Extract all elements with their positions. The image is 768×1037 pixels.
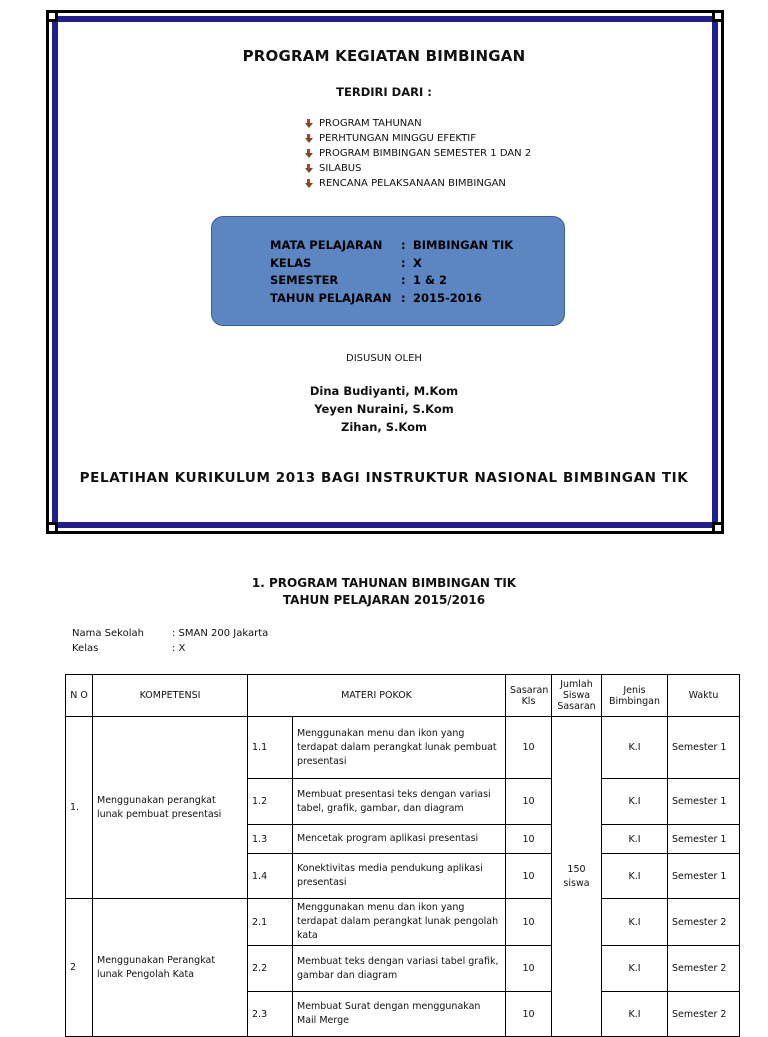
info-row-subject: MATA PELAJARAN : BIMBINGAN TIK	[270, 238, 514, 252]
header-kompetensi: KOMPETENSI	[93, 675, 248, 717]
contents-item: PERHTUNGAN MINGGU EFEKTIF	[305, 131, 531, 146]
frame-corner-top-right	[712, 10, 724, 22]
annual-program-table	[65, 674, 740, 1037]
cell-waktu: Semester 2	[668, 899, 740, 946]
cell-waktu: Semester 1	[668, 854, 740, 899]
cell-code: 1.2	[248, 779, 293, 825]
school-row: Nama Sekolah : SMAN 200 Jakarta	[72, 628, 269, 639]
cover-subtitle: TERDIRI DARI :	[336, 85, 432, 99]
header-waktu: Waktu	[668, 675, 740, 717]
section-title: 1. PROGRAM TAHUNAN BIMBINGAN TIK	[251, 576, 517, 590]
table-row	[66, 717, 740, 779]
cell-code: 1.3	[248, 825, 293, 854]
section-heading	[0, 575, 768, 609]
frame-corner-bottom-left	[46, 522, 58, 534]
cell-jenis: K.I	[602, 779, 668, 825]
cell-sasaran: 10	[506, 825, 552, 854]
cell-code: 2.1	[248, 899, 293, 946]
header-jumlah: Jumlah Siswa Sasaran	[552, 675, 602, 717]
cell-materi: Membuat teks dengan variasi tabel grafik, gambar dan diagram	[293, 946, 506, 992]
table-row	[66, 899, 740, 946]
header-materi: MATERI POKOK	[248, 675, 506, 717]
cell-waktu: Semester 1	[668, 717, 740, 779]
info-row-class: KELAS : X	[270, 256, 422, 270]
cell-materi: Membuat presentasi teks dengan variasi tabel, grafik, gambar, dan diagram	[293, 779, 506, 825]
cell-code: 2.3	[248, 992, 293, 1037]
header-no: N O	[66, 675, 93, 717]
header-sasaran: Sasaran Kls	[506, 675, 552, 717]
cell-materi: Menggunakan menu dan ikon yang terdapat dalam perangkat lunak pembuat presentasi	[293, 717, 506, 779]
section-year: TAHUN PELAJARAN 2015/2016	[282, 593, 486, 607]
cell-jenis: K.I	[602, 854, 668, 899]
arrow-down-bullet-icon	[305, 149, 313, 158]
cell-jenis: K.I	[602, 717, 668, 779]
cell-jumlah-siswa: 150 siswa	[552, 717, 602, 1037]
subject-info-box	[211, 216, 565, 326]
contents-list	[305, 116, 531, 191]
cell-sasaran: 10	[506, 992, 552, 1037]
cell-code: 2.2	[248, 946, 293, 992]
contents-item: PROGRAM TAHUNAN	[305, 116, 531, 131]
arrow-down-bullet-icon	[305, 134, 313, 143]
arrow-down-bullet-icon	[305, 164, 313, 173]
cell-no: 1.	[66, 717, 93, 899]
cell-code: 1.4	[248, 854, 293, 899]
arrow-down-bullet-icon	[305, 119, 313, 128]
cell-materi: Membuat Surat dengan menggunakan Mail Merge	[293, 992, 506, 1037]
compiled-by-label: DISUSUN OLEH	[346, 353, 422, 364]
cell-waktu: Semester 1	[668, 779, 740, 825]
header-jenis: Jenis Bimbingan	[602, 675, 668, 717]
cell-sasaran: 10	[506, 779, 552, 825]
contents-item: RENCANA PELAKSANAAN BIMBINGAN	[305, 176, 531, 191]
table-header-row	[66, 675, 740, 717]
contents-item: PROGRAM BIMBINGAN SEMESTER 1 DAN 2	[305, 146, 531, 161]
cell-kompetensi: Menggunakan perangkat lunak pembuat presentasi	[93, 717, 248, 899]
cell-code: 1.1	[248, 717, 293, 779]
cell-waktu: Semester 2	[668, 946, 740, 992]
author-list	[0, 382, 768, 436]
cell-waktu: Semester 1	[668, 825, 740, 854]
cell-materi: Konektivitas media pendukung aplikasi presentasi	[293, 854, 506, 899]
training-title: PELATIHAN KURIKULUM 2013 BAGI INSTRUKTUR NASIONAL BIMBINGAN TIK	[79, 470, 689, 486]
cell-jenis: K.I	[602, 992, 668, 1037]
cell-sasaran: 10	[506, 854, 552, 899]
cell-materi: Menggunakan menu dan ikon yang terdapat dalam perangkat lunak pengolah kata	[293, 899, 506, 946]
cell-jenis: K.I	[602, 899, 668, 946]
cell-jenis: K.I	[602, 946, 668, 992]
cell-materi: Mencetak program aplikasi presentasi	[293, 825, 506, 854]
cell-jenis: K.I	[602, 825, 668, 854]
arrow-down-bullet-icon	[305, 179, 313, 188]
author-name: Zihan, S.Kom	[340, 420, 428, 434]
info-row-year: TAHUN PELAJARAN : 2015-2016	[270, 291, 482, 305]
class-row: Kelas : X	[72, 643, 186, 654]
cell-sasaran: 10	[506, 717, 552, 779]
frame-corner-top-left	[46, 10, 58, 22]
author-name: Yeyen Nuraini, S.Kom	[314, 402, 454, 416]
frame-corner-bottom-right	[712, 522, 724, 534]
author-name: Dina Budiyanti, M.Kom	[309, 384, 459, 398]
cell-no: 2	[66, 899, 93, 1037]
cell-sasaran: 10	[506, 899, 552, 946]
contents-item: SILABUS	[305, 161, 531, 176]
cell-kompetensi: Menggunakan Perangkat lunak Pengolah Kata	[93, 899, 248, 1037]
cell-sasaran: 10	[506, 946, 552, 992]
cell-waktu: Semester 2	[668, 992, 740, 1037]
cover-title: PROGRAM KEGIATAN BIMBINGAN	[242, 47, 526, 65]
info-row-semester: SEMESTER : 1 & 2	[270, 273, 448, 287]
